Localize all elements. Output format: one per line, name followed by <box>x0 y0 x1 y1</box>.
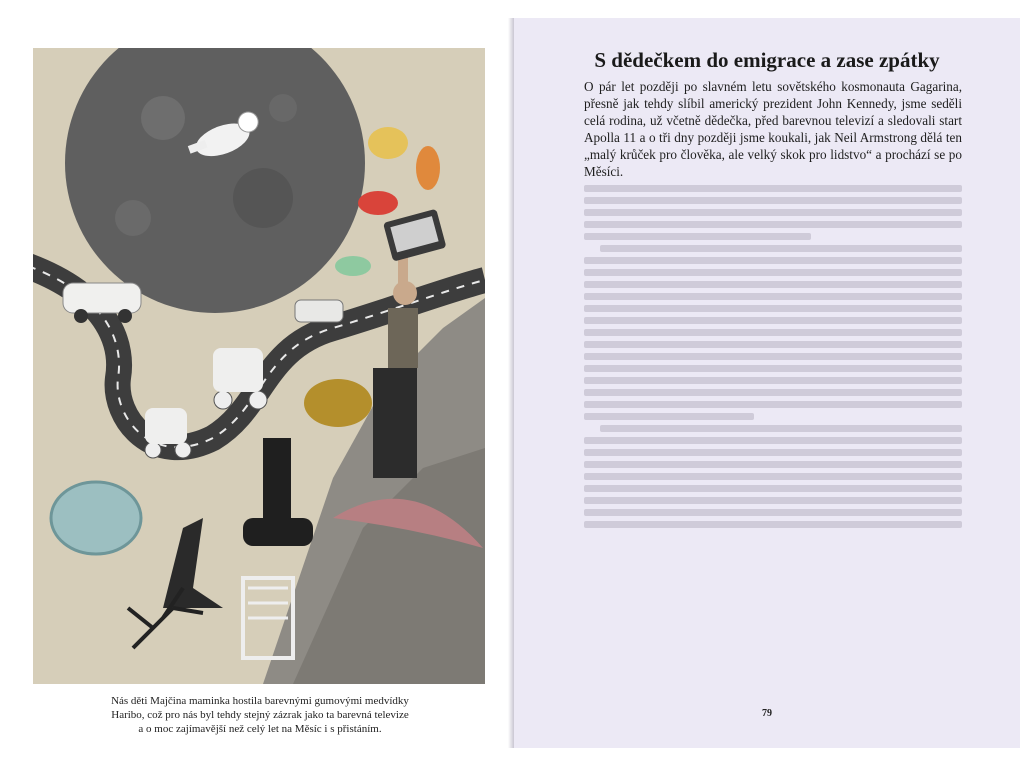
opening-sentence: O pár let později po slavném letu sovětského kosmonauta Gagarina, přesně jak tehdy slíbil americký prezident John Kennedy, jsme seděli celá rodina, už včetně dědečka, před barevnou televizí a sledovali start Apolla 11 a o tři dny později jsme koukali, jak Neil Armstrong dělá ten „malý krůček pro člověka, ale velký skok pro lidstvo“ a prochází se po Měsíci. <box>584 79 962 179</box>
glass-bowl-icon <box>51 482 141 554</box>
body-text <box>584 78 962 533</box>
small-car-icon <box>295 300 343 322</box>
chapter-title: S dědečkem do emigrace a zase zpátky <box>594 48 940 72</box>
collage-illustration-svg <box>33 48 485 684</box>
caption-line: Nás děti Majčina maminka hostila barevnými gumovými medvídky <box>111 695 409 707</box>
illustration-caption <box>40 694 480 736</box>
placeholder-paragraph-2 <box>584 245 962 420</box>
left-page <box>0 18 512 748</box>
boot-icon-2 <box>243 518 313 546</box>
caption-line: Haribo, což pro nás byl tehdy stejný zázrak jako ta barevná televize <box>111 709 409 721</box>
collage-illustration <box>33 48 485 684</box>
boot-icon <box>263 438 291 528</box>
placeholder-paragraph-1 <box>584 185 962 240</box>
right-page <box>514 18 1020 748</box>
placeholder-paragraph-3 <box>584 425 962 528</box>
page-number: 79 <box>762 708 772 719</box>
bread-basket-icon <box>304 379 372 427</box>
caption-line: a o moc zajímavější než celý let na Měsíc i s přistáním. <box>138 723 382 735</box>
